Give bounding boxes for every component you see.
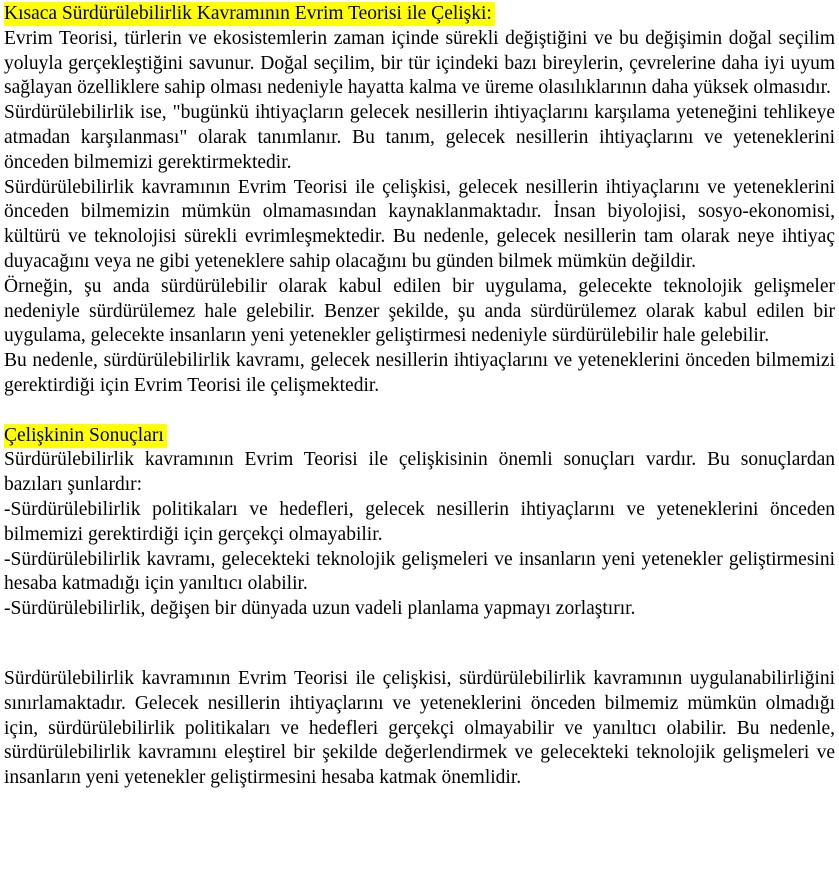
- paragraph-final-summary: Sürdürülebilirlik kavramının Evrim Teorisi ile çelişkisi, sürdürülebilirlik kavramının uygulanabilirliğini sınırlamaktadır. Gelecek nesillerin ihtiyaçlarını ve yeteneklerini önceden bilmemiz mümkün olmadığı için, sürdürülebilirlik politikaları ve hedefleri gerçekçi olmayabilir ve yanıltıcı olabilir. Bu nedenle, sürdürülebilirlik kavramını eleştirel bir şekilde değerlendirmek ve gelecekteki teknolojik gelişmeleri ve insanların yeni yetenekler geliştirmesini hesaba katmak önemlidir.: [4, 667, 835, 789]
- paragraph-contradiction-explanation: Sürdürülebilirlik kavramının Evrim Teorisi ile çelişkisi, gelecek nesillerin ihtiyaçlarını ve yeteneklerini önceden bilmemizin mümkün olmamasından kaynaklanmaktadır. İnsan biyolojisi, sosyo-ekonomisi, kültürü ve teknolojisi sürekli evrimleşmektedir. Bu nedenle, gelecek nesillerin tam olarak neye ihtiyaç duyacağını veya ne gibi yeteneklere sahip olacağını bu günden bilmek mümkün değildir.: [4, 176, 835, 272]
- highlight-heading-consequences: Çelişkinin Sonuçları: [4, 424, 167, 448]
- highlight-heading-contradiction: Kısaca Sürdürülebilirlik Kavramının Evrim Teorisi ile Çelişki:: [4, 2, 495, 26]
- paragraph-evolution-theory-definition: Evrim Teorisi, türlerin ve ekosistemlerin zaman içinde sürekli değiştiğini ve bu değişimin doğal seçilim yoluyla gerçekleştiğini savunur. Doğal seçilim, bir tür içindeki bazı bireylerin, çevrelerine daha iyi uyum sağlayan özelliklere sahip olması nedeniyle hayatta kalma ve üreme olasılıklarının daha yüksek olmasıdır.: [4, 27, 835, 99]
- paragraph-consequences-intro: Sürdürülebilirlik kavramının Evrim Teorisi ile çelişkisinin önemli sonuçları vardır. Bu sonuçlardan bazıları şunlardır:: [4, 449, 835, 496]
- section-heading-contradiction: [4, 2, 835, 27]
- blank-line: [4, 399, 835, 424]
- paragraph-example: Örneğin, şu anda sürdürülebilir olarak kabul edilen bir uygulama, gelecekte teknolojik gelişmeler nedeniyle sürdürülemez hale gelebilir. Benzer şekilde, şu anda sürdürülemez olarak kabul edilen bir uygulama, gelecekte insanların yeni yetenekler geliştirmesi nedeniyle sürdürülebilir hale gelebilir.: [4, 275, 835, 347]
- list-item-long-term-planning: -Sürdürülebilirlik, değişen bir dünyada uzun vadeli planlama yapmayı zorlaştırır.: [4, 598, 636, 620]
- section-heading-consequences: [4, 424, 835, 449]
- paragraph-sustainability-definition: Sürdürülebilirlik ise, "bugünkü ihtiyaçların gelecek nesillerin ihtiyaçlarını karşılama yeteneğini tehlikeye atmadan karşılanması" olarak tanımlanır. Bu tanım, gelecek nesillerin ihtiyaçlarını ve yeteneklerini önceden bilmemizi gerektirmektedir.: [4, 102, 835, 173]
- list-item-policies-unrealistic: -Sürdürülebilirlik politikaları ve hedefleri, gelecek nesillerin ihtiyaçlarını ve yeteneklerini önceden bilmemizi gerektirdiği için gerçekçi olmayabilir.: [4, 498, 835, 545]
- list-item-concept-misleading: -Sürdürülebilirlik kavramı, gelecekteki teknolojik gelişmeleri ve insanların yeni yetenekler geliştirmesini hesaba katmadığı için yanıltıcı olabilir.: [4, 548, 835, 595]
- blank-gap: [4, 622, 835, 667]
- paragraph-conclusion-contradiction: Bu nedenle, sürdürülebilirlik kavramı, gelecek nesillerin ihtiyaçlarını ve yeteneklerini önceden bilmemizi gerektirdiği için Evrim Teorisi ile çelişmektedir.: [4, 350, 835, 396]
